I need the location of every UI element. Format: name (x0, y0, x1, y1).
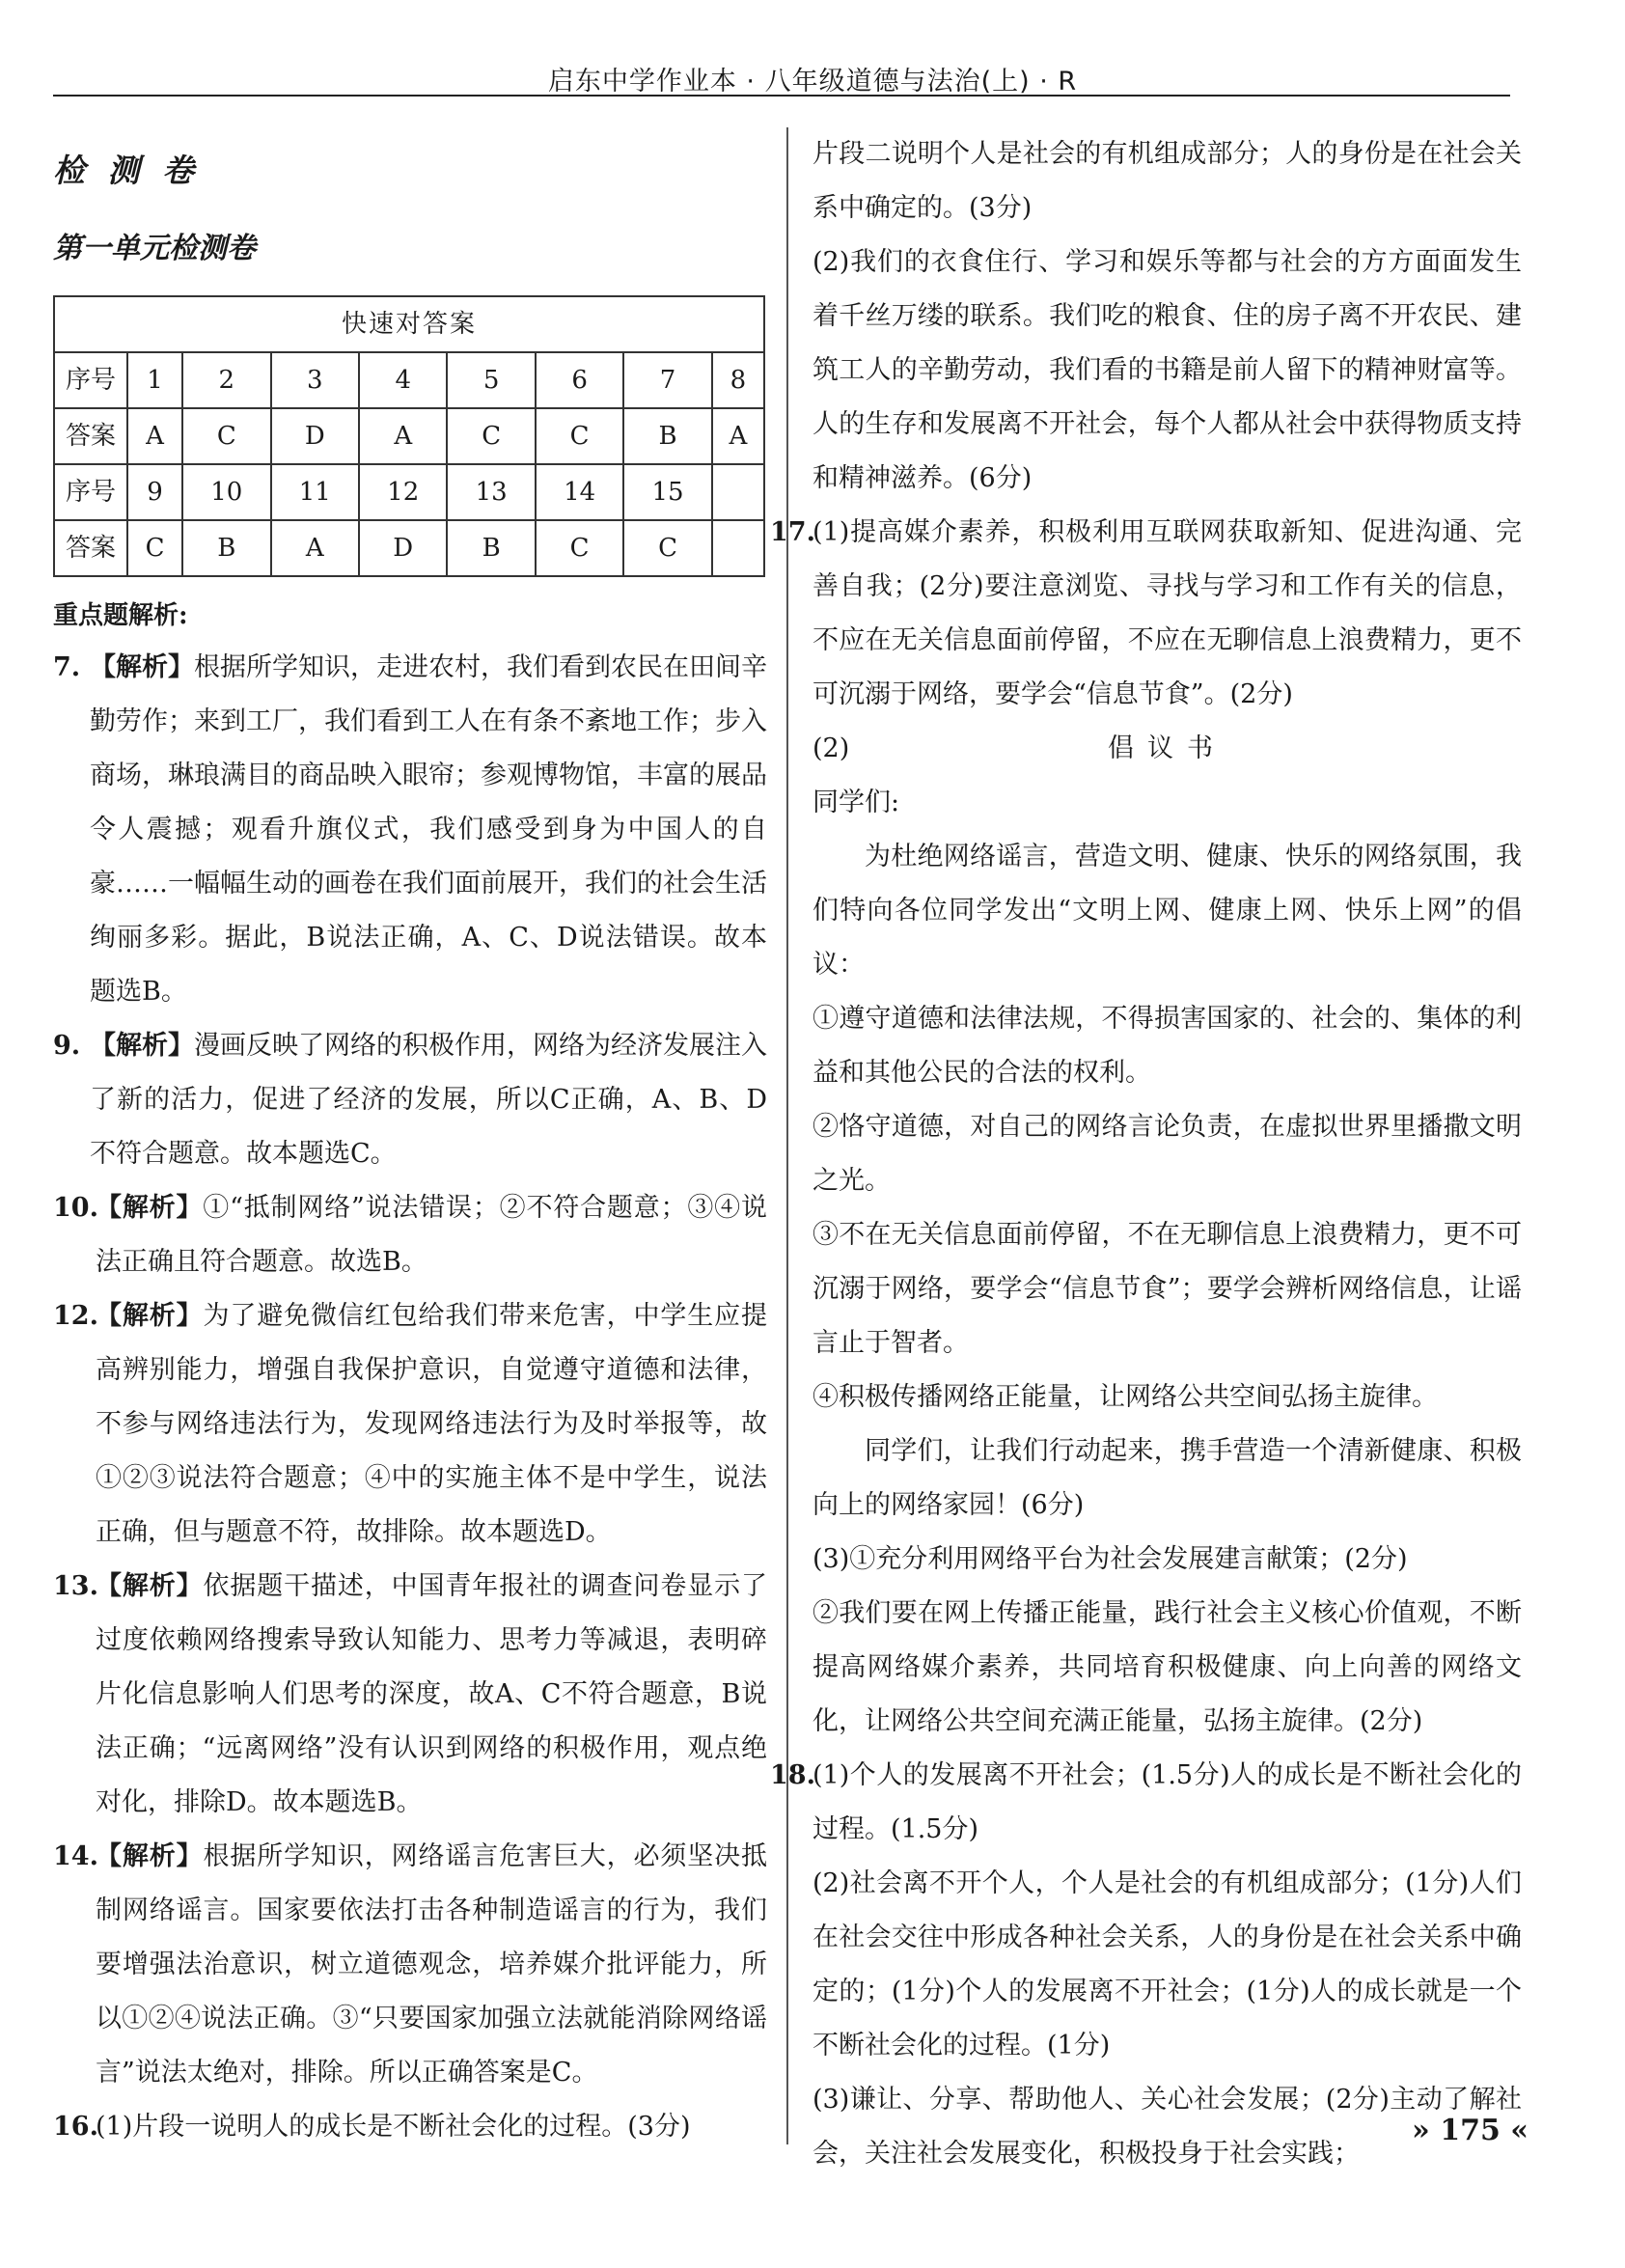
answer-cell: C (536, 408, 623, 464)
analysis-tag: 【解析】 (96, 1841, 204, 1871)
table-row (54, 520, 764, 576)
answer-cell: B (447, 520, 535, 576)
analysis-item (53, 1289, 767, 1560)
question-number: 2 (182, 352, 270, 408)
answer-text: (1)个人的发展离不开社会；(1.5分)人的成长是不断社会化的过程。(1.5分) (812, 1760, 1522, 1844)
question-number: 7. (53, 652, 81, 682)
question-number: 15 (623, 464, 711, 520)
answer-text: (3)①充分利用网络平台为社会发展建言献策；(2分) (812, 1544, 1408, 1574)
header-rule (53, 95, 1510, 97)
question-number: 12 (359, 464, 447, 520)
proposal-closing: 同学们，让我们行动起来，携手营造一个清新健康、积极向上的网络家园！(6分) (812, 1436, 1522, 1520)
answer-item-16 (53, 2100, 767, 2154)
proposal-item: ①遵守道德和法律法规，不得损害国家的、社会的、集体的利益和其他公民的合法的权利。 (812, 1004, 1522, 1088)
answer-cell: A (359, 408, 447, 464)
answer-text: (1)片段一说明人的成长是不断社会化的过程。(3分) (96, 2112, 691, 2142)
answer-table (53, 295, 765, 577)
question-number: 5 (447, 352, 535, 408)
page-number: » 175 « (1412, 2114, 1529, 2147)
question-number: 12. (53, 1301, 98, 1331)
question-number: 14 (536, 464, 623, 520)
answer-cell: D (359, 520, 447, 576)
analysis-tag: 【解析】 (90, 1031, 194, 1061)
answer-cell: C (182, 408, 270, 464)
answer-cell (712, 520, 764, 576)
answer-cell: A (712, 408, 764, 464)
table-row (54, 408, 764, 464)
question-number: 13. (53, 1571, 98, 1601)
question-number: 17. (770, 517, 815, 547)
answer-table-caption: 快速对答案 (54, 296, 764, 352)
analysis-tag: 【解析】 (96, 1301, 204, 1331)
proposal-intro: 为杜绝网络谣言，营造文明、健康、快乐的网络氛围，我们特向各位同学发出“文明上网、健康上网、快乐上网”的倡议： (812, 842, 1522, 980)
question-number: 4 (359, 352, 447, 408)
analysis-text: 漫画反映了网络的积极作用，网络为经济发展注入了新的活力，促进了经济的发展，所以C正确，A、B、D不符合题意。故本题选C。 (90, 1031, 767, 1169)
question-number: 9. (53, 1031, 81, 1061)
question-number: 7 (623, 352, 711, 408)
proposal-title: 倡议书 (1108, 733, 1226, 763)
proposal-salutation: 同学们: (812, 788, 900, 817)
proposal-item: ②恪守道德，对自己的网络言论负责，在虚拟世界里播撒文明之光。 (812, 1112, 1522, 1196)
analysis-tag: 【解析】 (90, 652, 194, 682)
question-number: 10. (53, 1193, 98, 1223)
proposal-header: (2) 倡议书 (812, 722, 1522, 776)
answer-cell: C (623, 520, 711, 576)
question-number: 16. (53, 2112, 98, 2142)
row-label: 答案 (54, 408, 127, 464)
header-title: 启东中学作业本 · 八年级道德与法治(上) · R (547, 67, 1078, 97)
table-row (54, 464, 764, 520)
analysis-text: 根据所学知识，网络谣言危害巨大，必须坚决抵制网络谣言。国家要依法打击各种制造谣言的行为，我们要增强法治意识，树立道德观念，培养媒介批评能力，所以①②④说法正确。③“只要国家加强立法就能消除网络谣言”说法太绝对，排除。所以正确答案是C。 (96, 1841, 767, 2088)
answer-text: (1)提高媒介素养，积极利用互联网获取新知、促进沟通、完善自我；(2分)要注意浏览、寻找与学习和工作有关的信息，不应在无关信息面前停留，不应在无聊信息上浪费精力，更不可沉溺于网络，要学会“信息节食”。(2分) (812, 517, 1522, 709)
question-number (712, 464, 764, 520)
question-number: 9 (127, 464, 182, 520)
answer-text: (2)社会离不开个人，个人是社会的有机组成部分；(1分)人们在社会交往中形成各种社会关系，人的身份是在社会关系中确定的；(1分)个人的发展离不开社会；(1分)人的成长就是一个不断社会化的过程。(1分) (812, 1868, 1522, 2061)
answer-text: 片段二说明个人是社会的有机组成部分；人的身份是在社会关系中确定的。(3分) (812, 139, 1522, 223)
answer-text: ②我们要在网上传播正能量，践行社会主义核心价值观，不断提高网络媒介素养，共同培育积极健康、向上向善的网络文化，让网络公共空间充满正能量，弘扬主旋律。(2分) (812, 1598, 1522, 1736)
analysis-item (53, 641, 767, 1019)
question-number: 8 (712, 352, 764, 408)
row-label: 序号 (54, 352, 127, 408)
proposal-item: ④积极传播网络正能量，让网络公共空间弘扬主旋律。 (812, 1382, 1438, 1412)
answer-cell: C (127, 520, 182, 576)
analysis-text: 根据所学知识，走进农村，我们看到农民在田间辛勤劳作；来到工厂，我们看到工人在有条不紊地工作；步入商场，琳琅满目的商品映入眼帘；参观博物馆，丰富的展品令人震撼；观看升旗仪式，我们感受到身为中国人的自豪……一幅幅生动的画卷在我们面前展开，我们的社会生活绚丽多彩。据此，B说法正确，A、C、D说法错误。故本题选B。 (90, 652, 767, 1007)
analysis-text: 依据题干描述，中国青年报社的调查问卷显示了过度依赖网络搜索导致认知能力、思考力等减退，表明碎片化信息影响人们思考的深度，故A、C不符合题意，B说法正确；“远离网络”没有认识到网络的积极作用，观点绝对化，排除D。故本题选B。 (96, 1571, 767, 1817)
analysis-tag: 【解析】 (96, 1571, 204, 1601)
row-label: 答案 (54, 520, 127, 576)
answer-text: (3)谦让、分享、帮助他人、关心社会发展；(2分)主动了解社会，关注社会发展变化，积极投身于社会实践； (812, 2085, 1522, 2169)
left-column (53, 127, 767, 2154)
answer-cell: A (127, 408, 182, 464)
page-header (0, 0, 1625, 97)
answer-cell: C (536, 520, 623, 576)
row-label: 序号 (54, 464, 127, 520)
analysis-item (53, 1181, 767, 1289)
question-number: 3 (271, 352, 359, 408)
answer-cell: D (271, 408, 359, 464)
right-column (770, 127, 1522, 2181)
answer-cell: B (623, 408, 711, 464)
analysis-text: ①“抵制网络”说法错误；②不符合题意；③④说法正确且符合题意。故选B。 (96, 1193, 767, 1277)
answer-cell: B (182, 520, 270, 576)
analysis-text: 为了避免微信红包给我们带来危害，中学生应提高辨别能力，增强自我保护意识，自觉遵守道德和法律，不参与网络违法行为，发现网络违法行为及时举报等，故①②③说法符合题意；④中的实施主体不是中学生，说法正确，但与题意不符，故排除。故本题选D。 (96, 1301, 767, 1547)
answer-item-18 (770, 1749, 1522, 1857)
analysis-tag: 【解析】 (96, 1193, 204, 1223)
question-number: 13 (447, 464, 535, 520)
question-number: 10 (182, 464, 270, 520)
section-title: 检 测 卷 (53, 152, 200, 189)
proposal-item: ③不在无关信息面前停留，不在无聊信息上浪费精力，更不可沉溺于网络，要学会“信息节食”；要学会辨析网络信息，让谣言止于智者。 (812, 1220, 1522, 1358)
answer-cell: C (447, 408, 535, 464)
answer-cell: A (271, 520, 359, 576)
analysis-heading: 重点题解析: (53, 601, 188, 630)
question-number: 1 (127, 352, 182, 408)
question-number: 18. (770, 1760, 815, 1790)
answer-text: (2)我们的衣食住行、学习和娱乐等都与社会的方方面面发生着千丝万缕的联系。我们吃的粮食、住的房子离不开农民、建筑工人的辛勤劳动，我们看的书籍是前人留下的精神财富等。人的生存和发展离不开社会，每个人都从社会中获得物质支持和精神滋养。(6分) (812, 247, 1522, 493)
question-number: 6 (536, 352, 623, 408)
question-number: 11 (271, 464, 359, 520)
analysis-item (53, 1560, 767, 1830)
analysis-item (53, 1019, 767, 1181)
answer-item-17 (770, 506, 1522, 722)
table-row (54, 352, 764, 408)
question-number: 14. (53, 1841, 98, 1871)
unit-title: 第一单元检测卷 (53, 232, 256, 265)
analysis-item (53, 1830, 767, 2100)
